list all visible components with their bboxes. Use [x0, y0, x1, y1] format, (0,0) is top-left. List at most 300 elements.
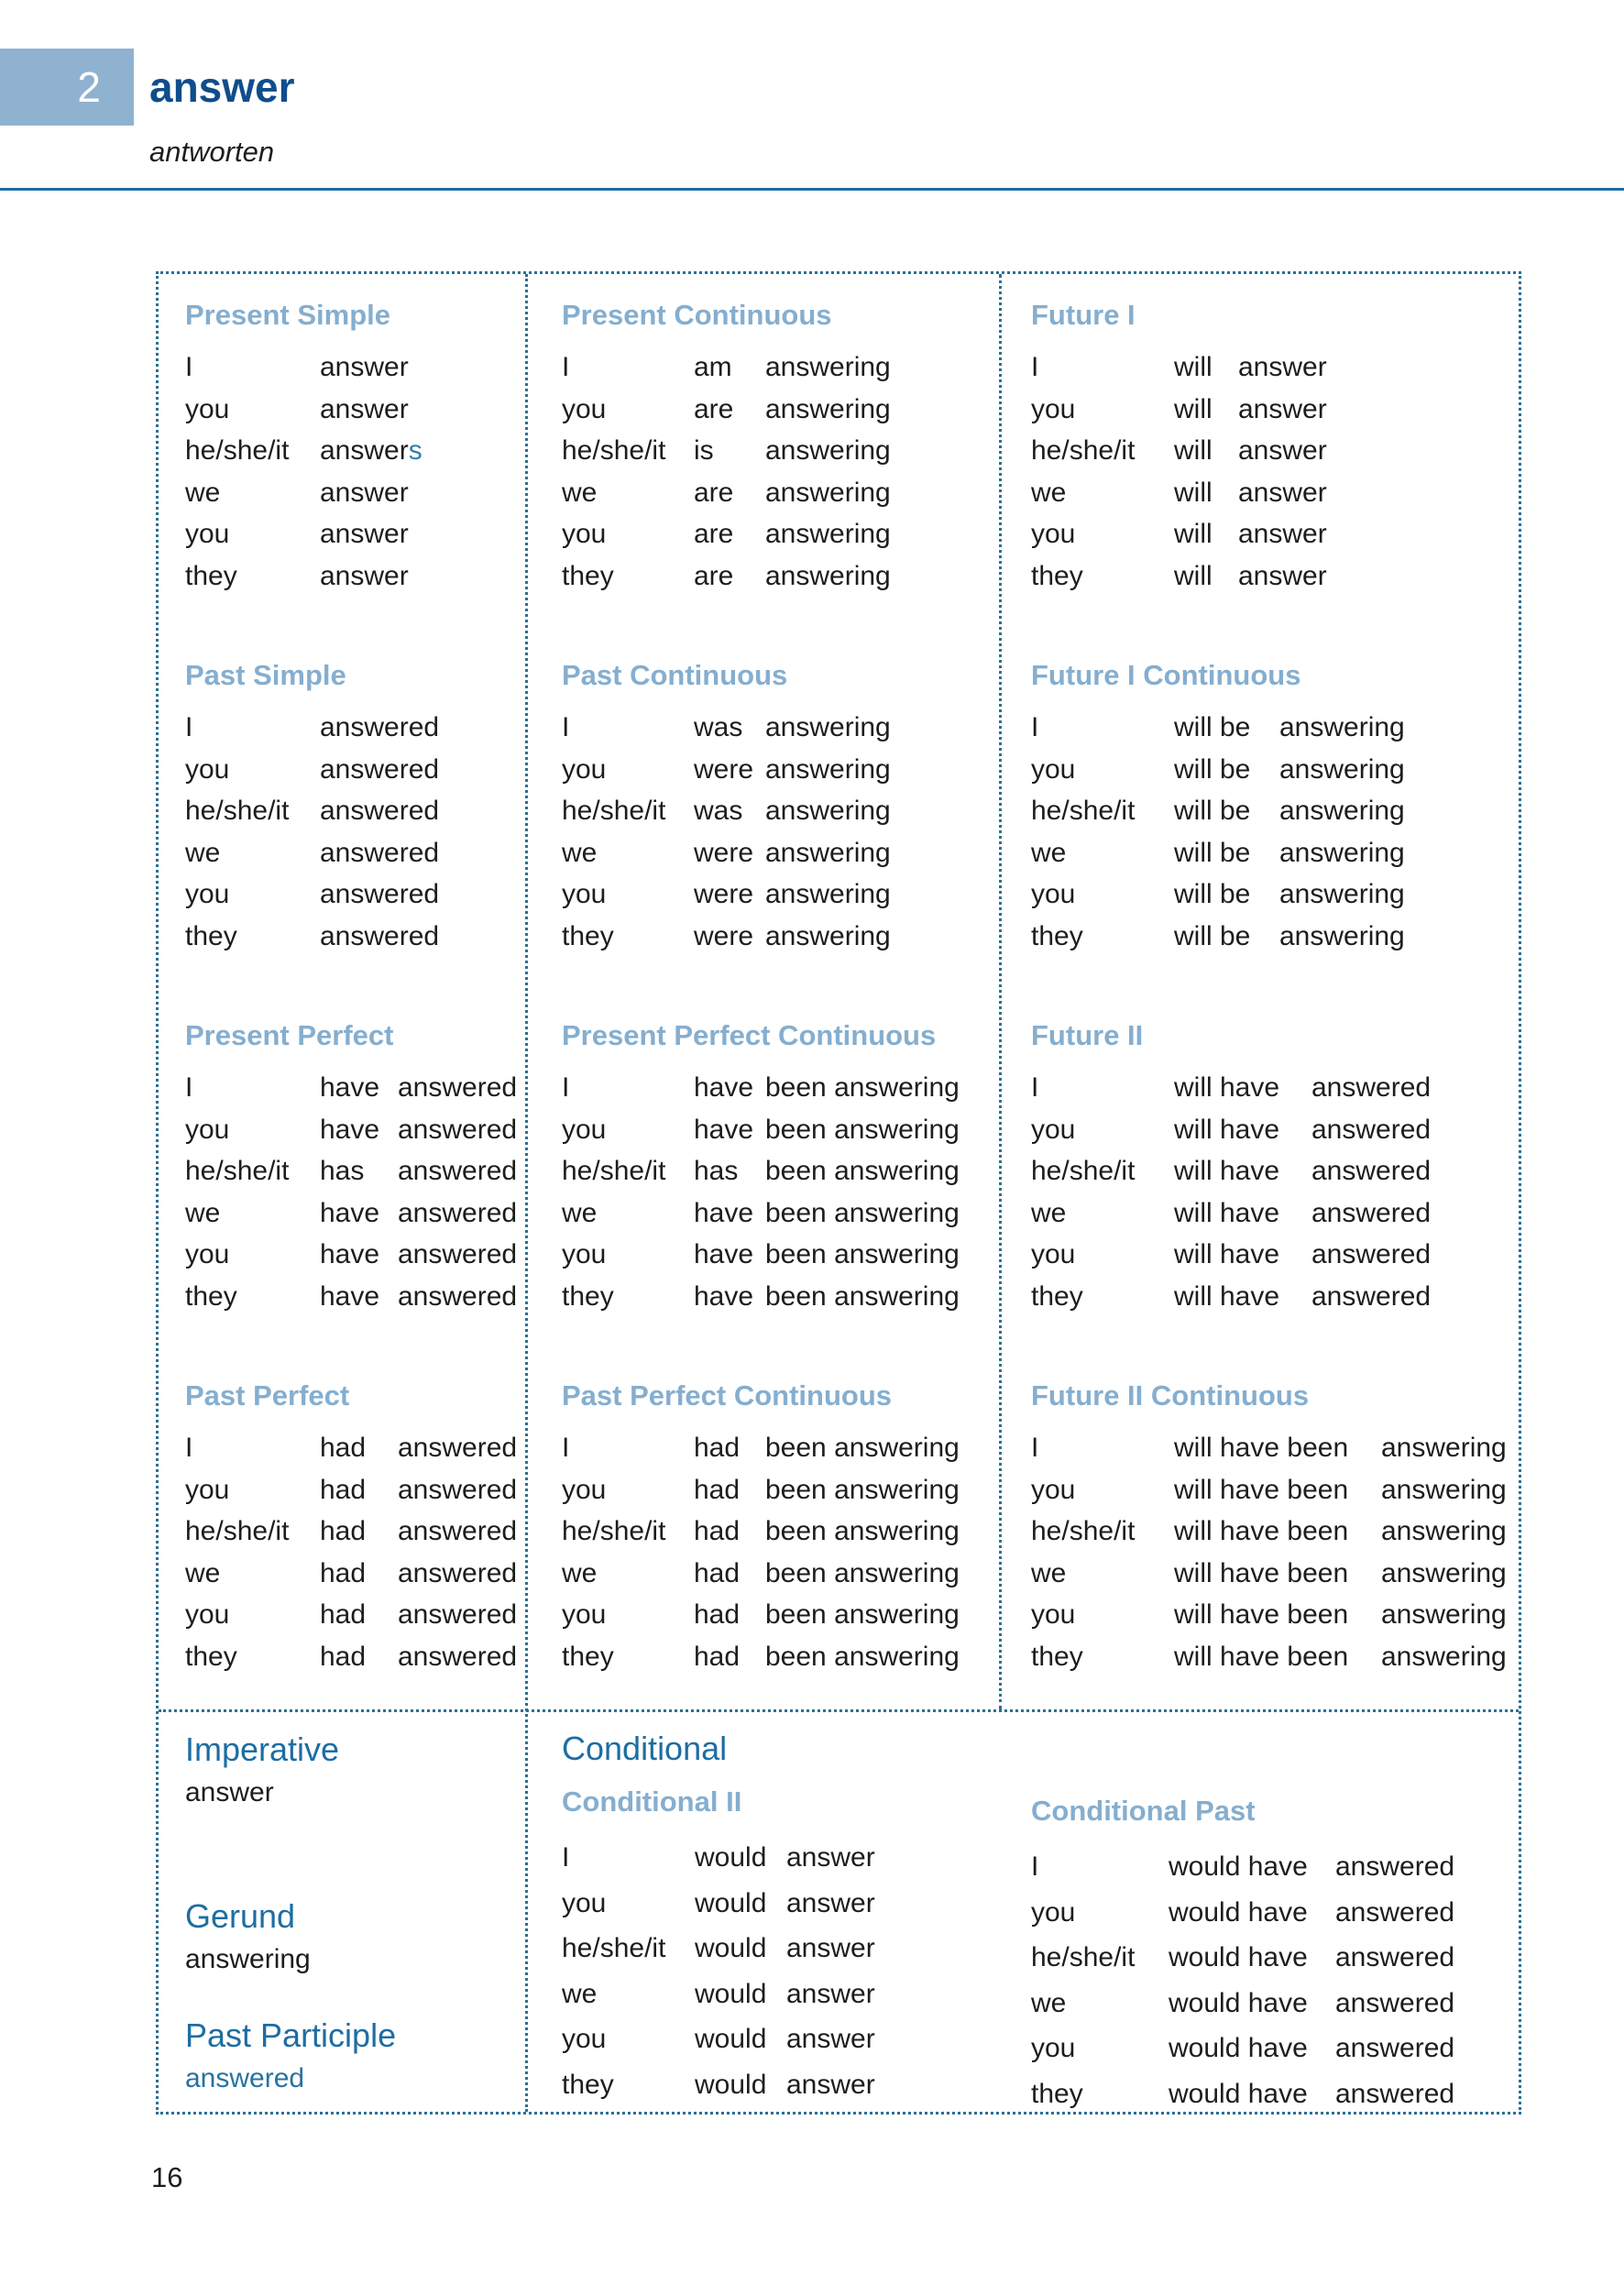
verb-form: answering — [1381, 1433, 1507, 1463]
pronoun: you — [185, 1239, 230, 1269]
auxiliary: will — [1174, 352, 1213, 382]
tense-block — [185, 297, 522, 597]
verb-form: answered — [1311, 1197, 1432, 1228]
conjugation-row — [185, 1234, 522, 1276]
tense-block — [1031, 297, 1521, 597]
auxiliary: had — [694, 1599, 741, 1630]
conjugation-row — [185, 1636, 522, 1678]
auxiliary: were — [694, 837, 754, 868]
pronoun: we — [562, 1197, 598, 1228]
conjugation-row — [562, 1234, 996, 1276]
conjugation-row — [185, 513, 522, 555]
pronoun: I — [562, 1842, 570, 1873]
pronoun: they — [1031, 2078, 1083, 2109]
verb-form: answering — [1279, 837, 1405, 868]
pronoun: you — [562, 519, 607, 549]
conjugation-row — [185, 1427, 522, 1469]
auxiliary: have — [320, 1072, 380, 1103]
conjugation-row — [1031, 1844, 1454, 1890]
tense-title: Present Perfect — [185, 1019, 394, 1051]
tense-block — [562, 1378, 996, 1677]
tense-title: Future I Continuous — [1031, 659, 1301, 691]
conjugation-row — [1031, 1234, 1521, 1276]
conditional-rows — [1031, 1844, 1454, 2116]
auxiliary: would have — [1169, 1942, 1308, 1972]
conjugation-row — [562, 749, 996, 791]
pronoun: he/she/it — [1031, 1942, 1136, 1972]
auxiliary: will have — [1174, 1072, 1280, 1103]
verb-form: answered — [320, 712, 440, 742]
conjugation-row — [562, 346, 996, 389]
pronoun: they — [1031, 1280, 1083, 1312]
verb-form: been answering — [765, 1433, 960, 1463]
verb-form: answered — [398, 1641, 518, 1672]
conjugation-row — [562, 430, 996, 472]
form-title: Gerund — [185, 1897, 296, 1935]
conjugation-row — [1031, 1636, 1521, 1678]
conjugation-row — [562, 472, 996, 514]
conjugation-row — [1031, 1935, 1454, 1981]
auxiliary: would — [695, 1887, 767, 1918]
verb-form: been answering — [765, 1072, 960, 1103]
verb-form: answering — [765, 352, 891, 382]
auxiliary: have — [320, 1239, 380, 1269]
auxiliary: have — [694, 1114, 754, 1145]
auxiliary: had — [320, 1557, 367, 1588]
auxiliary: am — [694, 352, 732, 382]
conditional-columns — [562, 1782, 1521, 2107]
pronoun: you — [1031, 1474, 1076, 1505]
pronoun: he/she/it — [562, 435, 666, 466]
pronoun: you — [1031, 753, 1076, 785]
pronoun: you — [562, 753, 607, 785]
conjugation-row — [1031, 707, 1521, 749]
verb-form: answering — [1381, 1557, 1507, 1588]
pronoun: I — [1031, 1851, 1039, 1882]
tense-block — [562, 657, 996, 957]
header-divider-rule — [0, 188, 1624, 191]
pronoun: we — [562, 1557, 598, 1588]
conjugation-row — [185, 1511, 522, 1553]
verb-form: answers — [320, 435, 422, 466]
auxiliary: would — [695, 1842, 767, 1873]
tense-block — [185, 657, 522, 957]
verb-form: answering — [765, 837, 891, 868]
verb-form: answer — [786, 2069, 875, 2100]
auxiliary: will have been — [1174, 1641, 1349, 1672]
conjugation-row — [562, 1469, 996, 1511]
conjugation-row — [1031, 472, 1521, 514]
auxiliary: will have been — [1174, 1557, 1349, 1588]
pronoun: you — [562, 1239, 607, 1269]
auxiliary: will — [1174, 477, 1213, 508]
auxiliary: will have been — [1174, 1433, 1349, 1463]
verb-form: answer — [1238, 560, 1327, 591]
auxiliary: will be — [1174, 920, 1251, 951]
verb-form: been answering — [765, 1516, 960, 1546]
conjugation-row — [1031, 1981, 1454, 2027]
pronoun: we — [1031, 1557, 1067, 1588]
auxiliary: were — [694, 879, 754, 909]
pronoun: you — [1031, 1114, 1076, 1145]
auxiliary: had — [694, 1557, 741, 1588]
pronoun: he/she/it — [185, 435, 290, 466]
pronoun: he/she/it — [562, 1156, 666, 1186]
verb-form: answer — [786, 1887, 875, 1918]
conjugation-row — [562, 790, 996, 832]
verb-form: answered — [398, 1072, 518, 1103]
verb-form: answering — [765, 393, 891, 424]
pronoun: they — [562, 2069, 614, 2100]
pronoun: they — [1031, 920, 1083, 951]
tense-column-2 — [522, 271, 996, 1738]
auxiliary: has — [320, 1156, 365, 1186]
pronoun: I — [185, 352, 193, 382]
pronoun: he/she/it — [562, 796, 666, 826]
auxiliary: were — [694, 753, 754, 785]
verb-form: answered — [398, 1516, 518, 1546]
conjugation-row — [185, 1150, 522, 1192]
pronoun: you — [1031, 519, 1076, 549]
verb-form: answered — [1335, 1942, 1455, 1972]
pronoun: I — [1031, 1433, 1039, 1463]
conjugation-row — [185, 873, 522, 916]
conjugation-row — [562, 1636, 996, 1678]
conjugation-row — [185, 832, 522, 874]
non-finite-forms-section — [156, 1707, 522, 2099]
conjugation-row — [1031, 1109, 1521, 1151]
auxiliary: will be — [1174, 712, 1251, 742]
pronoun: I — [185, 1433, 193, 1463]
conjugation-row — [185, 707, 522, 749]
conjugation-row — [562, 1192, 996, 1235]
pronoun: you — [185, 1114, 230, 1145]
pronoun: you — [562, 1887, 607, 1918]
auxiliary: had — [694, 1516, 741, 1546]
conjugation-row — [562, 555, 996, 598]
verb-number-badge: 2 — [0, 49, 134, 126]
tense-title: Future I — [1031, 299, 1136, 331]
auxiliary: will be — [1174, 753, 1251, 785]
conjugation-row — [185, 389, 522, 431]
tense-block — [185, 1017, 522, 1317]
conjugation-row — [562, 1553, 996, 1595]
verb-form: answered — [398, 1280, 518, 1312]
pronoun: they — [185, 560, 237, 591]
auxiliary: will — [1174, 519, 1213, 549]
verb-form: answered — [398, 1474, 518, 1505]
verb-form: answer — [1238, 477, 1327, 508]
conjugation-row — [185, 1109, 522, 1151]
auxiliary: will have been — [1174, 1599, 1349, 1630]
tense-column-3 — [996, 271, 1521, 1738]
auxiliary: had — [320, 1516, 367, 1546]
pronoun: you — [562, 1114, 607, 1145]
conjugation-row — [185, 916, 522, 958]
tense-title: Past Simple — [185, 659, 346, 691]
verb-form: answered — [398, 1197, 518, 1228]
pronoun: he/she/it — [185, 1156, 290, 1186]
page-title: answer — [149, 63, 295, 111]
pronoun: you — [562, 2024, 607, 2054]
auxiliary: have — [320, 1197, 380, 1228]
conjugation-row — [562, 1511, 996, 1553]
conjugation-row — [562, 1150, 996, 1192]
conjugation-row — [1031, 1594, 1521, 1636]
auxiliary: will have been — [1174, 1516, 1349, 1546]
verb-form: answered — [398, 1557, 518, 1588]
auxiliary: had — [320, 1599, 367, 1630]
pronoun: he/she/it — [185, 1516, 290, 1546]
verb-form: answering — [765, 753, 891, 785]
pronoun: we — [1031, 477, 1067, 508]
verb-form: answered — [398, 1239, 518, 1269]
conjugation-row — [185, 1276, 522, 1318]
verb-form: answering — [1381, 1516, 1507, 1546]
verb-form: been answering — [765, 1474, 960, 1505]
tense-block — [1031, 1017, 1521, 1317]
pronoun: I — [185, 1072, 193, 1103]
conjugation-row — [1031, 389, 1521, 431]
verb-form: answer — [1238, 352, 1327, 382]
auxiliary: had — [694, 1641, 741, 1672]
conditional-section — [522, 1707, 1521, 2107]
pronoun: we — [562, 837, 598, 868]
conjugation-row — [1031, 1150, 1521, 1192]
page-subtitle-translation: antworten — [149, 136, 275, 168]
pronoun: you — [1031, 1896, 1076, 1928]
verb-form: answered — [398, 1114, 518, 1145]
auxiliary: would — [695, 2024, 767, 2054]
tense-block — [185, 1378, 522, 1677]
verb-form: answering — [765, 712, 891, 742]
conjugation-row — [185, 430, 522, 472]
pronoun: we — [562, 477, 598, 508]
verb-form: answer — [786, 1842, 875, 1873]
conjugation-row — [562, 1276, 996, 1318]
tense-title: Past Continuous — [562, 659, 788, 691]
pronoun: I — [1031, 352, 1039, 382]
auxiliary: would — [695, 1978, 767, 2009]
pronoun: I — [185, 712, 193, 742]
conjugation-row — [562, 707, 996, 749]
verb-form: been answering — [765, 1599, 960, 1630]
verb-form: answering — [765, 560, 891, 591]
verb-form: been answering — [765, 1197, 960, 1228]
verb-form: answering — [765, 435, 891, 466]
pronoun: we — [185, 1197, 221, 1228]
conjugation-row — [1031, 1276, 1521, 1318]
auxiliary: had — [320, 1433, 367, 1463]
tense-block — [1031, 657, 1521, 957]
tense-title: Present Simple — [185, 299, 390, 331]
conjugation-row — [1031, 873, 1521, 916]
highlighted-ending: s — [408, 435, 422, 466]
conjugation-row — [562, 389, 996, 431]
verb-form: answered — [1335, 1896, 1455, 1928]
verb-form: answering — [765, 519, 891, 549]
auxiliary: will have — [1174, 1280, 1280, 1312]
auxiliary: will have — [1174, 1239, 1280, 1269]
auxiliary: are — [694, 560, 734, 591]
verb-form: answering — [765, 477, 891, 508]
conjugation-row — [1031, 2026, 1454, 2071]
verb-form: answered — [320, 920, 440, 951]
tense-column-1 — [156, 271, 522, 1738]
conditional-subtitle: Conditional II — [562, 1785, 742, 1818]
tense-title: Future II — [1031, 1019, 1144, 1051]
pronoun: you — [185, 1599, 230, 1630]
verb-form: been answering — [765, 1156, 960, 1186]
conjugation-row — [562, 1067, 996, 1109]
pronoun: he/she/it — [1031, 1516, 1136, 1546]
conjugation-row — [562, 1594, 996, 1636]
auxiliary: will have — [1174, 1114, 1280, 1145]
auxiliary: will be — [1174, 879, 1251, 909]
verb-form: been answering — [765, 1114, 960, 1145]
verb-form: answering — [765, 920, 891, 951]
verb-form: been answering — [765, 1557, 960, 1588]
verb-form: answer — [1238, 393, 1327, 424]
pronoun: I — [1031, 1072, 1039, 1103]
auxiliary: had — [694, 1433, 741, 1463]
verb-form: been answering — [765, 1280, 960, 1312]
form-word: answering — [185, 1944, 311, 1974]
auxiliary: have — [320, 1114, 380, 1145]
pronoun: you — [1031, 1599, 1076, 1630]
pronoun: you — [185, 1474, 230, 1505]
verb-form: answer — [320, 477, 409, 508]
tense-title: Past Perfect — [185, 1379, 350, 1412]
conjugation-row — [185, 1192, 522, 1235]
pronoun: we — [1031, 1197, 1067, 1228]
auxiliary: are — [694, 477, 734, 508]
auxiliary: have — [694, 1280, 754, 1312]
auxiliary: have — [694, 1197, 754, 1228]
pronoun: you — [562, 1474, 607, 1505]
pronoun: they — [562, 1280, 614, 1312]
verb-form: answered — [1311, 1114, 1432, 1145]
verb-form: answered — [398, 1156, 518, 1186]
conjugation-row — [562, 832, 996, 874]
pronoun: you — [185, 753, 230, 785]
form-title: Past Participle — [185, 2016, 397, 2054]
verb-form: answered — [1311, 1239, 1432, 1269]
pronoun: you — [562, 1599, 607, 1630]
auxiliary: have — [320, 1280, 380, 1312]
auxiliary: have — [694, 1239, 754, 1269]
verb-form: answer — [320, 352, 409, 382]
verb-form: answer — [786, 1933, 875, 1963]
auxiliary: will be — [1174, 796, 1251, 826]
conjugation-row — [185, 555, 522, 598]
verb-form: answering — [1381, 1599, 1507, 1630]
pronoun: we — [185, 477, 221, 508]
verb-form: answer — [786, 1978, 875, 2009]
conjugation-row — [1031, 1192, 1521, 1235]
pronoun: he/she/it — [1031, 1156, 1136, 1186]
verb-form: been answering — [765, 1239, 960, 1269]
auxiliary: have — [694, 1072, 754, 1103]
verb-form: answering — [1279, 712, 1405, 742]
pronoun: you — [1031, 2033, 1076, 2063]
auxiliary: is — [694, 435, 714, 466]
verb-form: answered — [1335, 2033, 1455, 2063]
conjugation-row — [1031, 1511, 1521, 1553]
conjugation-row — [1031, 346, 1521, 389]
conjugation-row — [1031, 430, 1521, 472]
verb-form: answered — [1311, 1156, 1432, 1186]
conjugation-row — [1031, 1469, 1521, 1511]
pronoun: he/she/it — [1031, 435, 1136, 466]
pronoun: he/she/it — [1031, 796, 1136, 826]
verb-form: answered — [320, 753, 440, 785]
verb-form: answering — [765, 879, 891, 909]
pronoun: he/she/it — [562, 1516, 666, 1546]
pronoun: you — [1031, 879, 1076, 909]
conjugation-row — [1031, 832, 1521, 874]
pronoun: you — [1031, 393, 1076, 424]
form-word: answered — [185, 2063, 305, 2093]
conjugation-row — [562, 513, 996, 555]
verb-form: answered — [1311, 1280, 1432, 1312]
conjugation-row — [185, 346, 522, 389]
conditional-section-title: Conditional — [562, 1730, 728, 1767]
tense-title: Present Continuous — [562, 299, 832, 331]
tense-block — [562, 297, 996, 597]
auxiliary: would — [695, 1933, 767, 1963]
auxiliary: will have been — [1174, 1474, 1349, 1505]
auxiliary: would have — [1169, 1851, 1308, 1882]
verb-form: answering — [1279, 753, 1405, 785]
form-word: answer — [185, 1777, 274, 1807]
pronoun: they — [185, 920, 237, 951]
conjugation-row — [185, 749, 522, 791]
auxiliary: will — [1174, 560, 1213, 591]
conjugation-row — [1031, 1427, 1521, 1469]
tense-title: Past Perfect Continuous — [562, 1379, 892, 1412]
verb-form: answering — [765, 796, 891, 826]
verb-form: answered — [1311, 1072, 1432, 1103]
pronoun: they — [185, 1641, 237, 1672]
auxiliary: will have — [1174, 1197, 1280, 1228]
auxiliary: will have — [1174, 1156, 1280, 1186]
verb-form: answered — [1335, 2078, 1455, 2109]
pronoun: we — [185, 1557, 221, 1588]
pronoun: I — [562, 712, 570, 742]
auxiliary: has — [694, 1156, 739, 1186]
pronoun: you — [562, 393, 607, 424]
pronoun: he/she/it — [185, 796, 290, 826]
conjugation-row — [185, 1067, 522, 1109]
pronoun: we — [1031, 1987, 1067, 2018]
auxiliary: was — [694, 796, 743, 826]
pronoun: they — [562, 560, 614, 591]
conjugation-row — [1031, 2071, 1454, 2117]
pronoun: we — [1031, 837, 1067, 868]
pronoun: they — [562, 1641, 614, 1672]
verb-form: answered — [398, 1433, 518, 1463]
auxiliary: was — [694, 712, 743, 742]
conjugation-row — [185, 1594, 522, 1636]
verb-form: answering — [1381, 1474, 1507, 1505]
pronoun: I — [1031, 712, 1039, 742]
auxiliary: will — [1174, 393, 1213, 424]
conjugation-row — [185, 1553, 522, 1595]
verb-form: answered — [398, 1599, 518, 1630]
conditional-subsection — [1031, 1782, 1454, 2116]
verb-form: answering — [1381, 1641, 1507, 1672]
